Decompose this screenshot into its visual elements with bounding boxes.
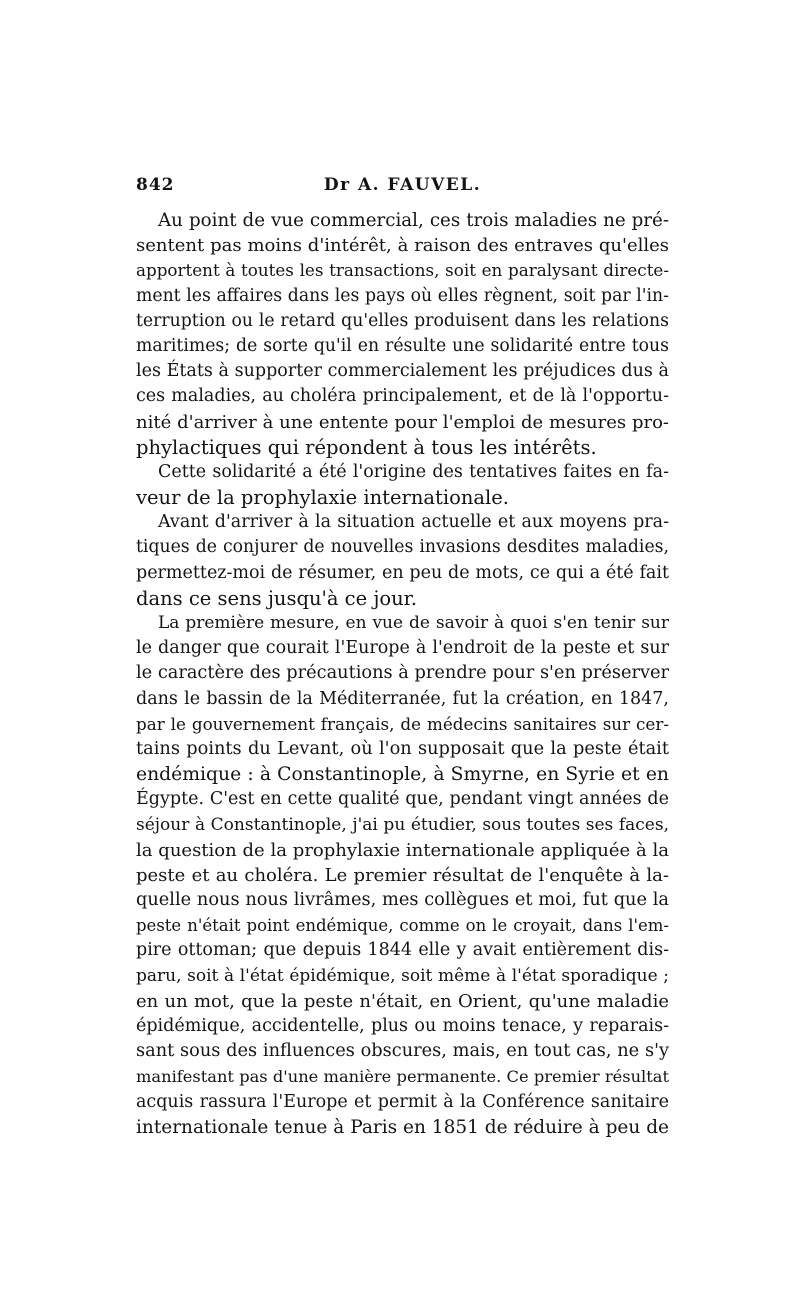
text-line: tiques de conjurer de nouvelles invasions desdites maladies, [136, 537, 669, 558]
text-line: le caractère des précautions à prendre pour s'en préserver [136, 663, 669, 684]
text-line: dans ce sens jusqu'à ce jour. [136, 586, 418, 610]
text-line: en un mot, que la peste n'était, en Orient, qu'une maladie [136, 990, 669, 1012]
text-line: épidémique, accidentelle, plus ou moins tenace, y reparais- [136, 1016, 669, 1036]
paragraph-2 [136, 460, 669, 510]
paragraph-1 [136, 208, 669, 460]
text-line: tains points du Levant, où l'on supposait que la peste était [136, 738, 669, 759]
text-line: la question de la prophylaxie internationale appliquée à la [136, 839, 669, 861]
page-header [136, 172, 669, 198]
text-line: endémique : à Constantinople, à Smyrne, en Syrie et en [136, 764, 669, 786]
text-line: permettez-moi de résumer, en peu de mots, ce qui a été fait [136, 562, 669, 583]
text-line: Cette solidarité a été l'origine des tentatives faites en fa- [158, 461, 669, 482]
text-line: par le gouvernement français, de médecins sanitaires sur cer- [136, 713, 669, 734]
page-number: 842 [136, 175, 175, 195]
text-line: séjour à Constantinople, j'ai pu étudier, sous toutes ses faces, [136, 814, 669, 835]
text-line: peste et au choléra. Le premier résultat de l'enquête à la- [136, 864, 669, 886]
text-line: maritimes; de sorte qu'il en résulte une solidarité entre tous [136, 335, 669, 356]
text-line: pire ottoman; que depuis 1844 elle y avait entièrement dis- [136, 940, 669, 961]
text-line: Au point de vue commercial, ces trois maladies ne pré- [158, 210, 669, 231]
running-head: Dr A. FAUVEL. [323, 175, 482, 195]
text-line: quelle nous nous livrâmes, mes collègues et moi, fut que la [136, 890, 669, 911]
paragraph-4 [136, 611, 669, 1140]
text-line: nité d'arriver à une entente pour l'emploi de mesures pro- [136, 411, 669, 433]
text-line: paru, soit à l'état épidémique, soit même à l'état sporadique ; [136, 965, 669, 986]
text-line: terruption ou le retard qu'elles produisent dans les relations [136, 310, 669, 331]
text-line: phylactiques qui répondent à tous les intérêts. [136, 435, 597, 459]
paragraph-3 [136, 510, 669, 611]
text-line: Avant d'arriver à la situation actuelle et aux moyens pra- [158, 512, 669, 533]
text-line: manifestant pas d'une manière permanente. Ce premier résultat [136, 1067, 669, 1087]
text-line: apportent à toutes les transactions, soit en paralysant directe- [136, 260, 669, 281]
body-text [136, 208, 669, 1140]
text-line: veur de la prophylaxie internationale. [136, 486, 510, 510]
text-line: sentent pas moins d'intérêt, à raison des entraves qu'elles [136, 235, 669, 257]
text-line: Égypte. C'est en cette qualité que, pendant vingt années de [136, 789, 669, 810]
text-line: sant sous des influences obscures, mais, en tout cas, ne s'y [136, 1041, 669, 1062]
text-line: peste n'était point endémique, comme on le croyait, dans l'em- [136, 916, 669, 936]
text-line: La première mesure, en vue de savoir à quoi s'en tenir sur [158, 613, 669, 633]
text-line: internationale tenue à Paris en 1851 de réduire à peu de [136, 1116, 669, 1138]
text-line: le danger que courait l'Europe à l'endroit de la peste et sur [136, 638, 669, 659]
text-line: ces maladies, au choléra principalement, et de là l'opportu- [136, 386, 669, 407]
text-line: les États à supporter commercialement les préjudices dus à [136, 361, 669, 382]
text-line: ment les affaires dans les pays où elles règnent, soit par l'in- [136, 285, 669, 306]
text-line: acquis rassura l'Europe et permit à la Conférence sanitaire [136, 1091, 669, 1112]
text-line: dans le bassin de la Méditerranée, fut la création, en 1847, [136, 688, 669, 709]
